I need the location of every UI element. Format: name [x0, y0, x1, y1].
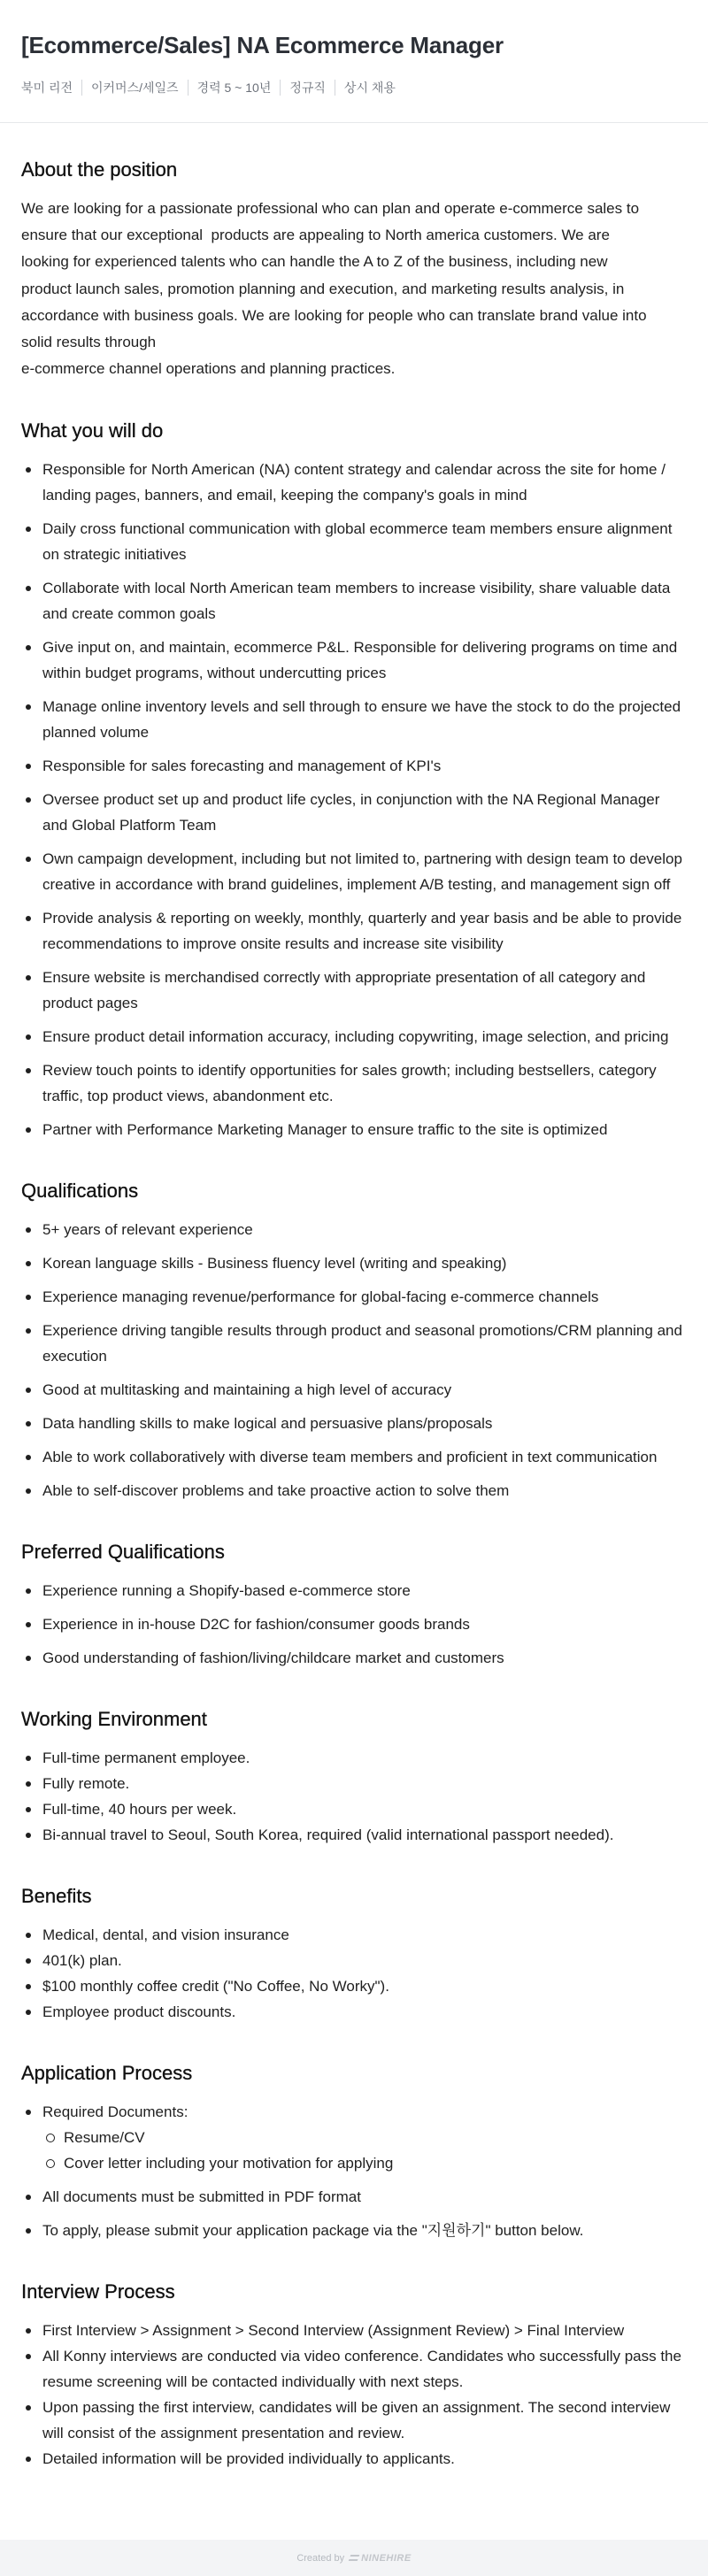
section-title: About the position	[21, 158, 178, 181]
environment-list	[21, 1745, 687, 1848]
benefits-section	[21, 1883, 687, 2025]
list-item: All documents must be submitted in PDF format	[21, 2184, 687, 2210]
list-item: Oversee product set up and product life cycles, in conjunction with the NA Regional Manager and Global Platform Team	[21, 787, 687, 838]
list-item: 5+ years of relevant experience	[21, 1217, 687, 1242]
application-section	[21, 2060, 687, 2243]
meta-employment-type: 정규직	[280, 80, 335, 96]
list-item: Experience driving tangible results through product and seasonal promotions/CRM planning and execution	[21, 1318, 687, 1369]
about-line: e-commerce channel operations and planning practices.	[21, 360, 396, 378]
list-item: Partner with Performance Marketing Manager to ensure traffic to the site is optimized	[21, 1117, 687, 1142]
list-item: $100 monthly coffee credit ("No Coffee, No Worky").	[21, 1973, 687, 1999]
about-line: product launch sales, promotion planning and execution, and marketing results analysis, in	[21, 280, 625, 297]
about-line: solid results through	[21, 334, 157, 351]
list-item: Fully remote.	[21, 1771, 687, 1796]
list-item: Ensure product detail information accuracy, including copywriting, image selection, and pricing	[21, 1024, 687, 1050]
sub-list-item: Cover letter including your motivation for applying	[42, 2150, 687, 2176]
list-item: Korean language skills - Business fluency level (writing and speaking)	[21, 1250, 687, 1276]
list-item: All Konny interviews are conducted via video conference. Candidates who successfully pass the resume screening will be contacted individually with next steps.	[21, 2343, 687, 2395]
about-text	[21, 196, 687, 382]
section-title: Qualifications	[21, 1180, 139, 1203]
meta-hiring-status: 상시 채용	[335, 80, 404, 96]
section-title: Interview Process	[21, 2280, 175, 2303]
section-title: Preferred Qualifications	[21, 1541, 225, 1564]
preferred-section	[21, 1539, 687, 1671]
section-title: Benefits	[21, 1885, 92, 1908]
duties-section	[21, 418, 687, 1142]
list-item: First Interview > Assignment > Second Interview (Assignment Review) > Final Interview	[21, 2318, 687, 2343]
application-list	[21, 2099, 687, 2243]
list-item: Daily cross functional communication with global ecommerce team members ensure alignment on strategic initiatives	[21, 516, 687, 567]
list-item: Responsible for North American (NA) content strategy and calendar across the site for home / landing pages, banners, and email, keeping the company's goals in mind	[21, 457, 687, 508]
interview-list	[21, 2318, 687, 2472]
list-item: Able to self-discover problems and take proactive action to solve them	[21, 1478, 687, 1503]
list-item: Review touch points to identify opportunities for sales growth; including bestsellers, category traffic, top product views, abandonment etc.	[21, 1057, 687, 1109]
created-by-label: Created by	[296, 2552, 345, 2564]
meta-region: 북미 리전	[21, 81, 73, 95]
list-item: Give input on, and maintain, ecommerce P&L. Responsible for delivering programs on time and within budget programs, without undercutting prices	[21, 634, 687, 686]
list-item: Full-time, 40 hours per week.	[21, 1796, 687, 1822]
list-item: Experience running a Shopify-based e-commerce store	[21, 1578, 687, 1603]
ninehire-logo-text: NINEHIRE	[361, 2552, 412, 2564]
job-meta	[21, 80, 687, 96]
list-item: Own campaign development, including but not limited to, partnering with design team to develop creative in accordance with brand guidelines, implement A/B testing, and management sign off	[21, 846, 687, 897]
about-line: ensure that our exceptional products are appealing to North america customers. We are	[21, 227, 610, 244]
about-line: accordance with business goals. We are looking for people who can translate brand value into	[21, 306, 647, 324]
list-item	[21, 2099, 687, 2176]
qualifications-list	[21, 1217, 687, 1503]
job-title: [Ecommerce/Sales] NA Ecommerce Manager	[21, 32, 504, 58]
preferred-list	[21, 1578, 687, 1671]
about-section	[21, 157, 687, 382]
list-item: 401(k) plan.	[21, 1948, 687, 1973]
duties-list	[21, 457, 687, 1142]
page-footer	[0, 2540, 708, 2576]
interview-section	[21, 2279, 687, 2472]
list-item: Experience managing revenue/performance for global-facing e-commerce channels	[21, 1284, 687, 1310]
section-title: What you will do	[21, 419, 164, 442]
meta-experience: 경력 5 ~ 10년	[188, 80, 281, 96]
about-line: We are looking for a passionate professional who can plan and operate e-commerce sales to	[21, 200, 640, 217]
ninehire-logo-icon	[349, 2555, 360, 2561]
list-item: Good understanding of fashion/living/childcare market and customers	[21, 1645, 687, 1671]
section-title: Working Environment	[21, 1708, 207, 1731]
required-docs-label: Required Documents:	[42, 2103, 189, 2121]
job-content	[0, 123, 708, 2472]
about-line: looking for experienced talents who can handle the A to Z of the business, including new	[21, 253, 608, 271]
benefits-list	[21, 1922, 687, 2025]
list-item: Full-time permanent employee.	[21, 1745, 687, 1771]
meta-category: 이커머스/세일즈	[81, 80, 188, 96]
list-item: Responsible for sales forecasting and management of KPI's	[21, 753, 687, 779]
qualifications-section	[21, 1178, 687, 1503]
list-item: Ensure website is merchandised correctly with appropriate presentation of all category and product pages	[21, 965, 687, 1016]
list-item: Detailed information will be provided individually to applicants.	[21, 2446, 687, 2472]
section-title: Application Process	[21, 2062, 193, 2085]
job-header	[0, 0, 708, 123]
list-item: Able to work collaboratively with diverse team members and proficient in text communication	[21, 1444, 687, 1470]
list-item: Employee product discounts.	[21, 1999, 687, 2025]
sub-list-item: Resume/CV	[42, 2125, 687, 2150]
environment-section	[21, 1706, 687, 1848]
list-item: Provide analysis & reporting on weekly, monthly, quarterly and year basis and be able to provide recommendations to improve onsite results and increase site visibility	[21, 905, 687, 957]
ninehire-logo[interactable]	[350, 2553, 412, 2564]
required-docs-list	[42, 2125, 687, 2176]
list-item: Good at multitasking and maintaining a high level of accuracy	[21, 1377, 687, 1403]
list-item: Collaborate with local North American team members to increase visibility, share valuable data and create common goals	[21, 575, 687, 627]
list-item: Medical, dental, and vision insurance	[21, 1922, 687, 1948]
list-item: To apply, please submit your application package via the "지원하기" button below.	[21, 2218, 687, 2243]
list-item: Bi-annual travel to Seoul, South Korea, required (valid international passport needed).	[21, 1822, 687, 1848]
list-item: Upon passing the first interview, candidates will be given an assignment. The second interview will consist of the assignment presentation and review.	[21, 2395, 687, 2446]
list-item: Experience in in-house D2C for fashion/consumer goods brands	[21, 1611, 687, 1637]
list-item: Data handling skills to make logical and persuasive plans/proposals	[21, 1411, 687, 1436]
list-item: Manage online inventory levels and sell through to ensure we have the stock to do the projected planned volume	[21, 694, 687, 745]
